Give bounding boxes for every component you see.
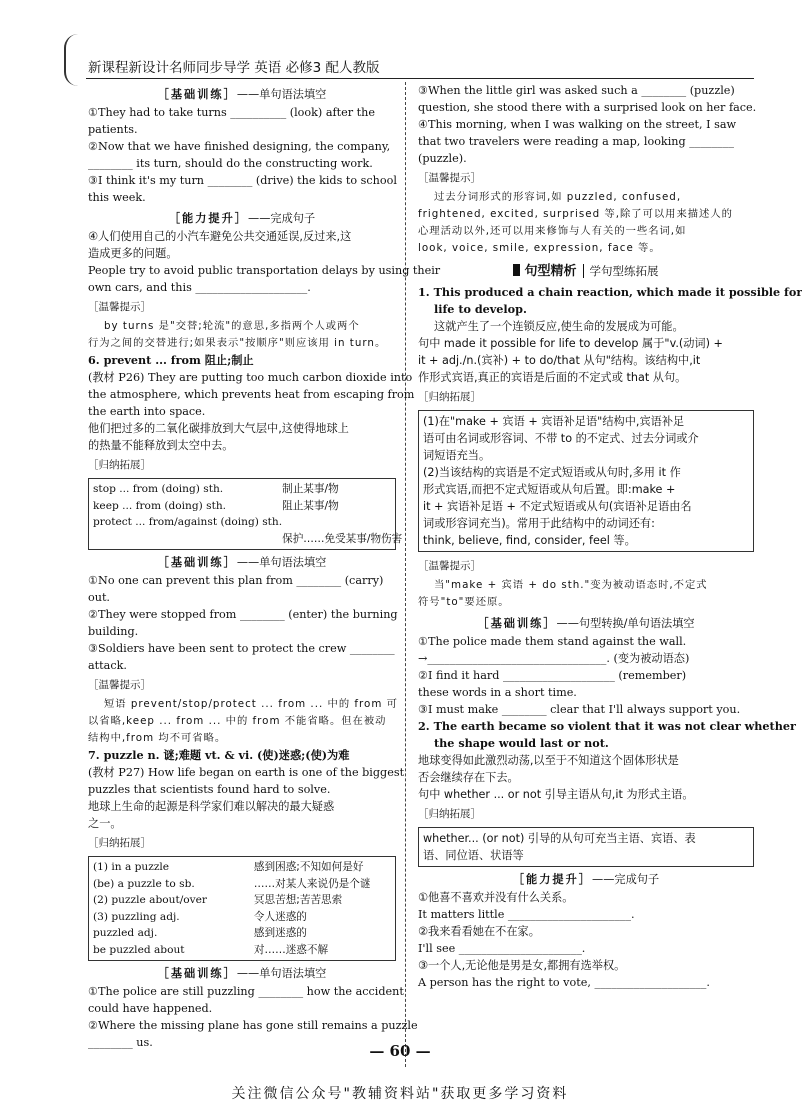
tip-label: ［温馨提示］: [418, 560, 481, 572]
summary-box: [418, 827, 754, 867]
text-line: 句中 made it possible for life to develop 属于"v.(动词) +: [418, 337, 723, 350]
text-line: puzzles that scientists found hard to solve.: [88, 783, 331, 796]
margin-bracket: [64, 34, 82, 86]
section-subtitle: ——单句语法填空: [236, 556, 327, 569]
tip-text: 符号"to"要还原。: [418, 596, 510, 608]
tip-text: by turns 是"交替;轮流"的意思,多指两个人或两个: [104, 320, 360, 332]
text-line: ①They had to take turns __________ (look) after the: [88, 106, 376, 119]
text-line: →________________________________. (变为被动语态): [418, 652, 690, 665]
item-heading: 7. puzzle n. 谜;难题 vt. & vi. (使)迷惑;(使)为难: [88, 748, 350, 762]
tip-text: 过去分词形式的形容词,如 puzzled, confused,: [434, 191, 682, 203]
table-cell: (2) puzzle about/over: [93, 894, 207, 906]
section-heading: [88, 554, 396, 571]
item-heading: life to develop.: [434, 302, 527, 316]
table-cell: [93, 531, 282, 548]
item-heading: the shape would last or not.: [434, 736, 609, 750]
text-line: It matters little ______________________.: [418, 908, 635, 921]
table-cell: (1) in a puzzle: [93, 861, 170, 873]
summary-box: [418, 410, 754, 552]
table-cell: keep ... from (doing) sth.: [93, 499, 227, 512]
section-subtitle: ——完成句子: [592, 873, 660, 886]
table-row: [93, 859, 391, 876]
table-cell: 对……迷惑不解: [253, 943, 329, 956]
text-line: ①他喜不喜欢并没有什么关系。: [418, 891, 574, 904]
chapter-heading: [418, 263, 754, 280]
text-line: 造成更多的问题。: [88, 247, 178, 260]
text-line: ②They were stopped from ________ (enter) the burning: [88, 608, 398, 621]
text-line: ①The police are still puzzling ________ how the accident: [88, 985, 404, 998]
item-heading: 1. This produced a chain reaction, which made it possible for: [418, 285, 802, 299]
text-line: ③Soldiers have been sent to protect the crew ________: [88, 642, 395, 655]
table-row: [93, 481, 402, 498]
table-row: [93, 909, 391, 926]
text-line: that two travelers were reading a map, looking ________: [418, 135, 734, 148]
text-line: (教材 P26) They are putting too much carbon dioxide into: [88, 371, 413, 384]
text-line: (教材 P27) How life began on earth is one of the biggest: [88, 766, 405, 779]
summary-line: 词短语充当。: [423, 449, 491, 462]
text-line: question, she stood there with a surprised look on her face.: [418, 101, 757, 114]
text-line: building.: [88, 625, 139, 638]
tip-text: 当"make + 宾语 + do sth."变为被动语态时,不定式: [434, 579, 708, 591]
tip-text: 心理活动以外,还可以用来修饰与人有关的一些名词,如: [418, 225, 687, 237]
table-cell: ……对某人来说仍是个谜: [253, 877, 371, 890]
tip-label: ［温馨提示］: [88, 301, 151, 313]
text-line: the earth into space.: [88, 405, 206, 418]
summary-line: 语、同位语、状语等: [423, 849, 524, 862]
summary-line: whether... (or not) 引导的从句可充当主语、宾语、表: [423, 832, 696, 845]
summary-line: 形式宾语,而把不定式短语或从句后置。即:make +: [423, 483, 676, 496]
table-cell: (3) puzzling adj.: [93, 910, 180, 923]
section-label: ［能力提升］: [512, 873, 592, 886]
table-row: [93, 514, 402, 531]
table-cell: 冥思苦想;苦苦思索: [253, 894, 343, 906]
summary-table: [93, 481, 402, 547]
text-line: ②Now that we have finished designing, the company,: [88, 140, 391, 153]
table-row: [93, 925, 391, 942]
tip-label: ［归纳拓展］: [418, 391, 481, 403]
table-cell: stop ... from (doing) sth.: [93, 483, 224, 495]
text-line: out.: [88, 591, 110, 604]
section-label: ［能力提升］: [168, 212, 248, 225]
section-label: ［基础训练］: [477, 617, 557, 630]
section-heading: [88, 86, 396, 103]
table-cell: 阻止某事/物: [282, 499, 339, 512]
summary-line: (1)在"make + 宾语 + 宾语补足语"结构中,宾语补足: [423, 415, 685, 428]
table-cell: be puzzled about: [93, 943, 185, 956]
table-row: [93, 942, 391, 959]
summary-line: (2)当该结构的宾语是不定式短语或从句时,多用 it 作: [423, 466, 681, 479]
text-line: ②I find it hard ____________________ (remember): [418, 669, 687, 682]
text-line: 句中 whether ... or not 引导主语从句,it 为形式主语。: [418, 788, 694, 801]
tip-text: frightened, excited, surprised 等,除了可以用来描述人的: [418, 208, 733, 220]
text-line: 地球上生命的起源是科学家们难以解决的最大疑惑: [88, 800, 335, 813]
section-label: ［基础训练］: [157, 967, 237, 980]
text-line: patients.: [88, 123, 138, 136]
item-heading: 6. prevent ... from 阻止;制止: [88, 353, 254, 367]
chapter-title: 句型精析: [524, 264, 577, 279]
table-cell: 感到困惑;不知如何是好: [253, 861, 364, 873]
section-label: ［基础训练］: [157, 88, 237, 101]
right-column: [418, 82, 802, 991]
table-cell: (be) a puzzle to sb.: [93, 877, 195, 890]
section-heading: [418, 615, 754, 632]
text-line: ③一个人,无论他是男是女,都拥有选举权。: [418, 959, 626, 972]
summary-line: 词或形容词充当)。常用于此结构中的动词还有:: [423, 517, 655, 530]
tip-text: 以省略,keep ... from ... 中的 from 不能省略。但在被动: [88, 715, 387, 727]
table-cell: puzzled adj.: [93, 927, 158, 939]
tip-text: 短语 prevent/stop/protect ... from ... 中的 from 可: [104, 698, 398, 710]
tip-label: ［归纳拓展］: [88, 459, 151, 471]
section-label: ［基础训练］: [157, 556, 237, 569]
table-row: [93, 498, 402, 515]
tip-label: ［温馨提示］: [88, 679, 151, 691]
text-line: 的热量不能释放到太空中去。: [88, 439, 234, 452]
text-line: I'll see ______________________.: [418, 942, 586, 955]
section-subtitle: ——单句语法填空: [236, 88, 327, 101]
text-line: 作形式宾语,真正的宾语是后面的不定式或 that 从句。: [418, 371, 687, 384]
table-cell: 制止某事/物: [282, 483, 339, 495]
text-line: ③I think it's my turn ________ (drive) the kids to school: [88, 174, 397, 187]
text-line: (puzzle).: [418, 152, 467, 165]
text-line: ③When the little girl was asked such a ________ (puzzle): [418, 84, 735, 97]
chapter-subtitle: 学句型练拓展: [583, 264, 659, 278]
promo-footer: 关注微信公众号"教辅资料站"获取更多学习资料: [231, 1086, 569, 1102]
table-cell: 令人迷惑的: [253, 910, 307, 923]
text-line: ________ its turn, should do the constructing work.: [88, 157, 373, 170]
section-subtitle: ——完成句子: [248, 212, 316, 225]
tip-text: 行为之间的交替进行;如果表示"按顺序"则应该用 in turn。: [88, 337, 387, 349]
section-subtitle: ——句型转换/单句语法填空: [556, 617, 695, 630]
text-line: ④This morning, when I was walking on the street, I saw: [418, 118, 737, 131]
text-line: own cars, and this ____________________.: [88, 281, 311, 294]
text-line: ③I must make ________ clear that I'll always support you.: [418, 703, 741, 716]
table-row: [93, 876, 391, 893]
text-line: the atmosphere, which prevents heat from escaping from: [88, 388, 415, 401]
text-line: ________ us.: [88, 1036, 153, 1049]
text-line: attack.: [88, 659, 127, 672]
text-line: 他们把过多的二氧化碳排放到大气层中,这使得地球上: [88, 422, 349, 435]
summary-table: [93, 859, 391, 958]
header-rule: [86, 78, 754, 79]
table-row: [93, 892, 391, 909]
summary-box: [88, 478, 403, 550]
column-divider: [405, 82, 406, 1067]
summary-line: it + 宾语补足语 + 不定式短语或从句(宾语补足语由名: [423, 500, 692, 513]
section-subtitle: ——单句语法填空: [236, 967, 327, 980]
text-line: could have happened.: [88, 1002, 213, 1015]
section-heading: [418, 871, 754, 888]
table-cell: protect ... from/against (doing) sth.: [93, 516, 283, 528]
tip-label: ［温馨提示］: [418, 172, 481, 184]
table-cell: 感到迷惑的: [253, 927, 307, 939]
tip-text: 结构中,from 均不可省略。: [88, 732, 227, 744]
text-line: ①The police made them stand against the wall.: [418, 635, 687, 648]
heading-mark: [513, 264, 520, 276]
text-line: ④人们使用自己的小汽车避免公共交通延误,反过来,这: [88, 230, 352, 243]
table-cell: 保护……免受某事/物伤害: [282, 532, 403, 545]
section-heading: [88, 210, 396, 227]
text-line: it + adj./n.(宾补) + to do/that 从句"结构。该结构中,it: [418, 354, 701, 367]
page-header: 新课程新设计名师同步导学 英语 必修3 配人教版: [88, 60, 380, 76]
summary-box: [88, 856, 396, 961]
text-line: People try to avoid public transportation delays by using their: [88, 264, 441, 277]
section-heading: [88, 965, 396, 982]
text-line: 这就产生了一个连锁反应,使生命的发展成为可能。: [434, 320, 684, 333]
text-line: ②我来看看她在不在家。: [418, 925, 540, 938]
text-line: 之一。: [88, 817, 122, 830]
table-cell: [282, 514, 402, 531]
page-number: — 60 —: [369, 1042, 431, 1060]
text-line: 否会继续存在下去。: [418, 771, 519, 784]
text-line: ①No one can prevent this plan from ________ (carry): [88, 574, 384, 587]
tip-text: look, voice, smile, expression, face 等。: [418, 242, 661, 254]
text-line: ②Where the missing plane has gone still remains a puzzle: [88, 1019, 418, 1032]
text-line: 地球变得如此激烈动荡,以至于不知道这个固体形状是: [418, 754, 679, 767]
summary-line: 语可由名词或形容词、不带 to 的不定式、过去分词或介: [423, 432, 699, 445]
tip-label: ［归纳拓展］: [418, 808, 481, 820]
text-line: this week.: [88, 191, 146, 204]
table-row: [93, 531, 402, 548]
text-line: these words in a short time.: [418, 686, 577, 699]
tip-label: ［归纳拓展］: [88, 837, 151, 849]
text-line: A person has the right to vote, ____________________.: [418, 976, 710, 989]
item-heading: 2. The earth became so violent that it was not clear whether: [418, 719, 796, 733]
summary-line: think, believe, find, consider, feel 等。: [423, 534, 636, 547]
